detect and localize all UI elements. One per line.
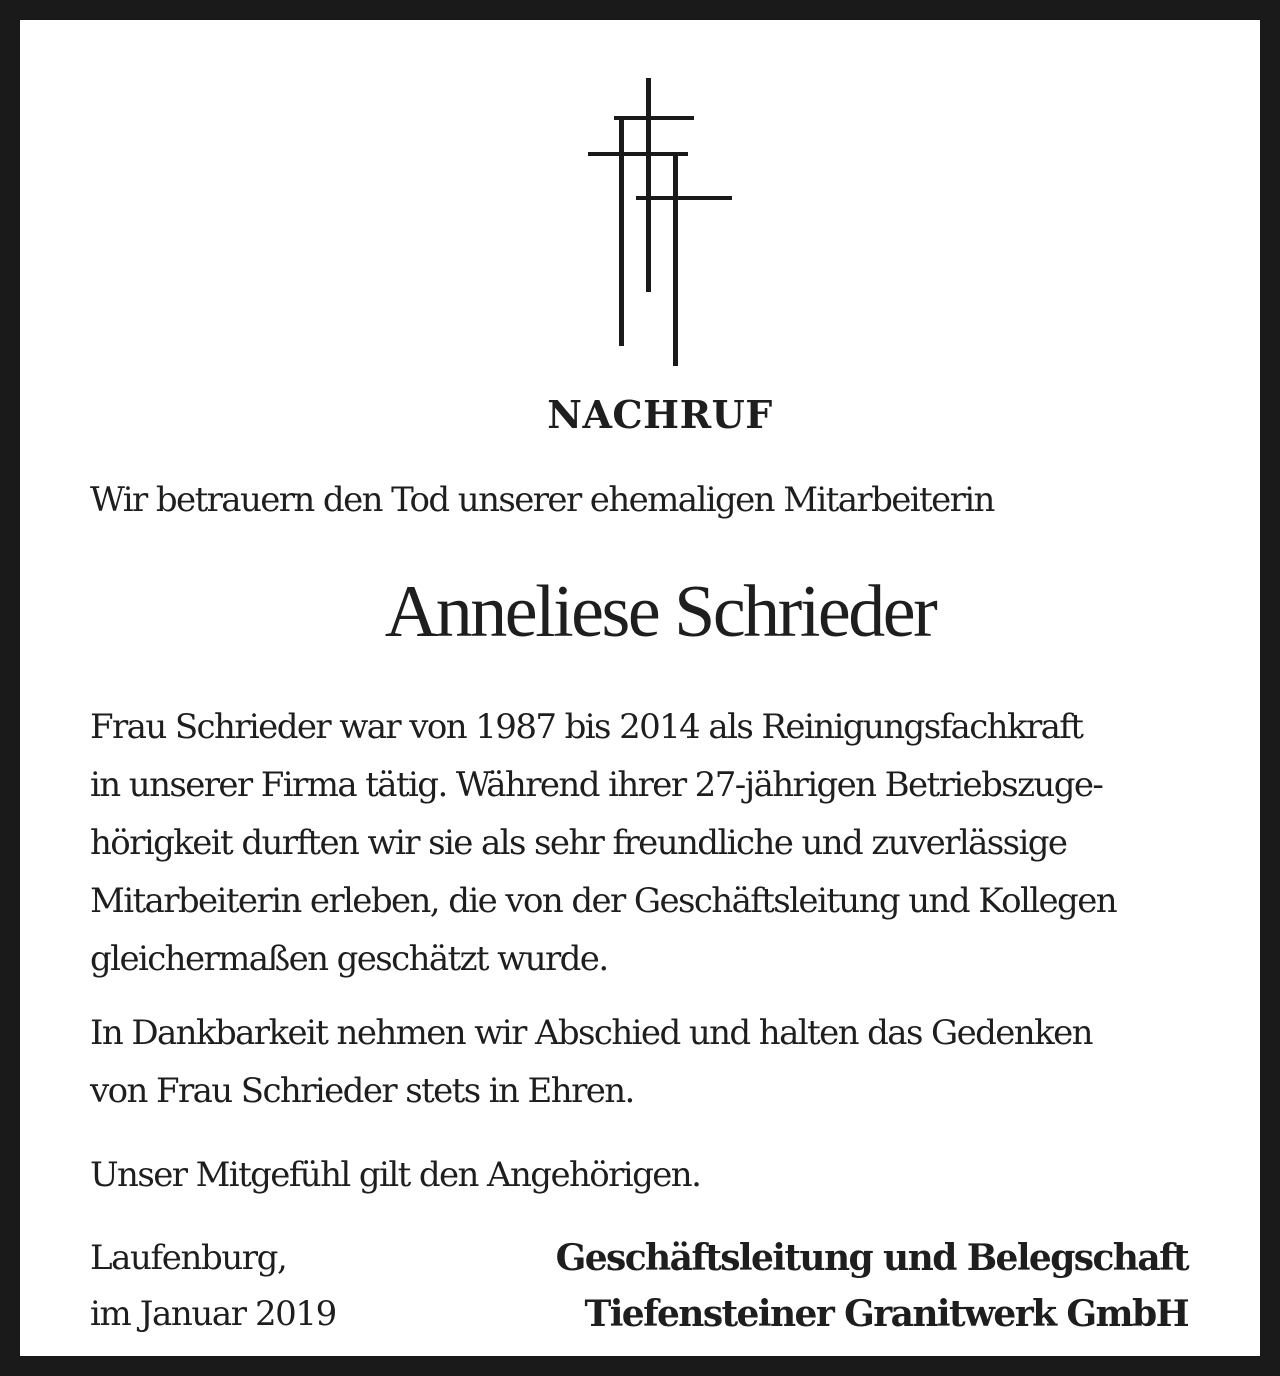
- paragraph-line: In Dankbarkeit nehmen wir Abschied und halten das Gedenken: [90, 1013, 1092, 1053]
- gratitude-paragraph: [90, 1004, 1232, 1120]
- paragraph-line: gleichermaßen geschätzt wurde.: [90, 939, 608, 979]
- three-crosses-icon: [580, 72, 740, 372]
- paragraph-line: hörigkeit durften wir sie als sehr freundliche und zuverlässige: [90, 823, 1067, 863]
- intro-line: Wir betrauern den Tod unserer ehemaligen Mitarbeiterin: [90, 480, 994, 520]
- company-line: Tiefensteiner Granitwerk GmbH: [584, 1293, 1188, 1335]
- deceased-name: Anneliese Schrieder: [384, 571, 936, 653]
- paragraph-line: Unser Mitgefühl gilt den Angehörigen.: [90, 1155, 701, 1195]
- obituary-heading: NACHRUF: [547, 392, 773, 437]
- date-line: im Januar 2019: [90, 1294, 336, 1334]
- place-line: Laufenburg,: [90, 1238, 287, 1278]
- paragraph-line: in unserer Firma tätig. Während ihrer 27-jährigen Betriebszuge-: [90, 765, 1103, 805]
- place-date: [90, 1230, 336, 1342]
- paragraph-line: Frau Schrieder war von 1987 bis 2014 als Reinigungsfachkraft: [90, 707, 1083, 747]
- paragraph-line: Mitarbeiterin erleben, die von der Geschäftsleitung und Kollegen: [90, 881, 1117, 921]
- biography-paragraph: [90, 698, 1232, 988]
- condolence-paragraph: [90, 1146, 1232, 1204]
- signature: [556, 1230, 1188, 1342]
- signature-line: Geschäftsleitung und Belegschaft: [555, 1237, 1188, 1279]
- paragraph-line: von Frau Schrieder stets in Ehren.: [90, 1071, 634, 1111]
